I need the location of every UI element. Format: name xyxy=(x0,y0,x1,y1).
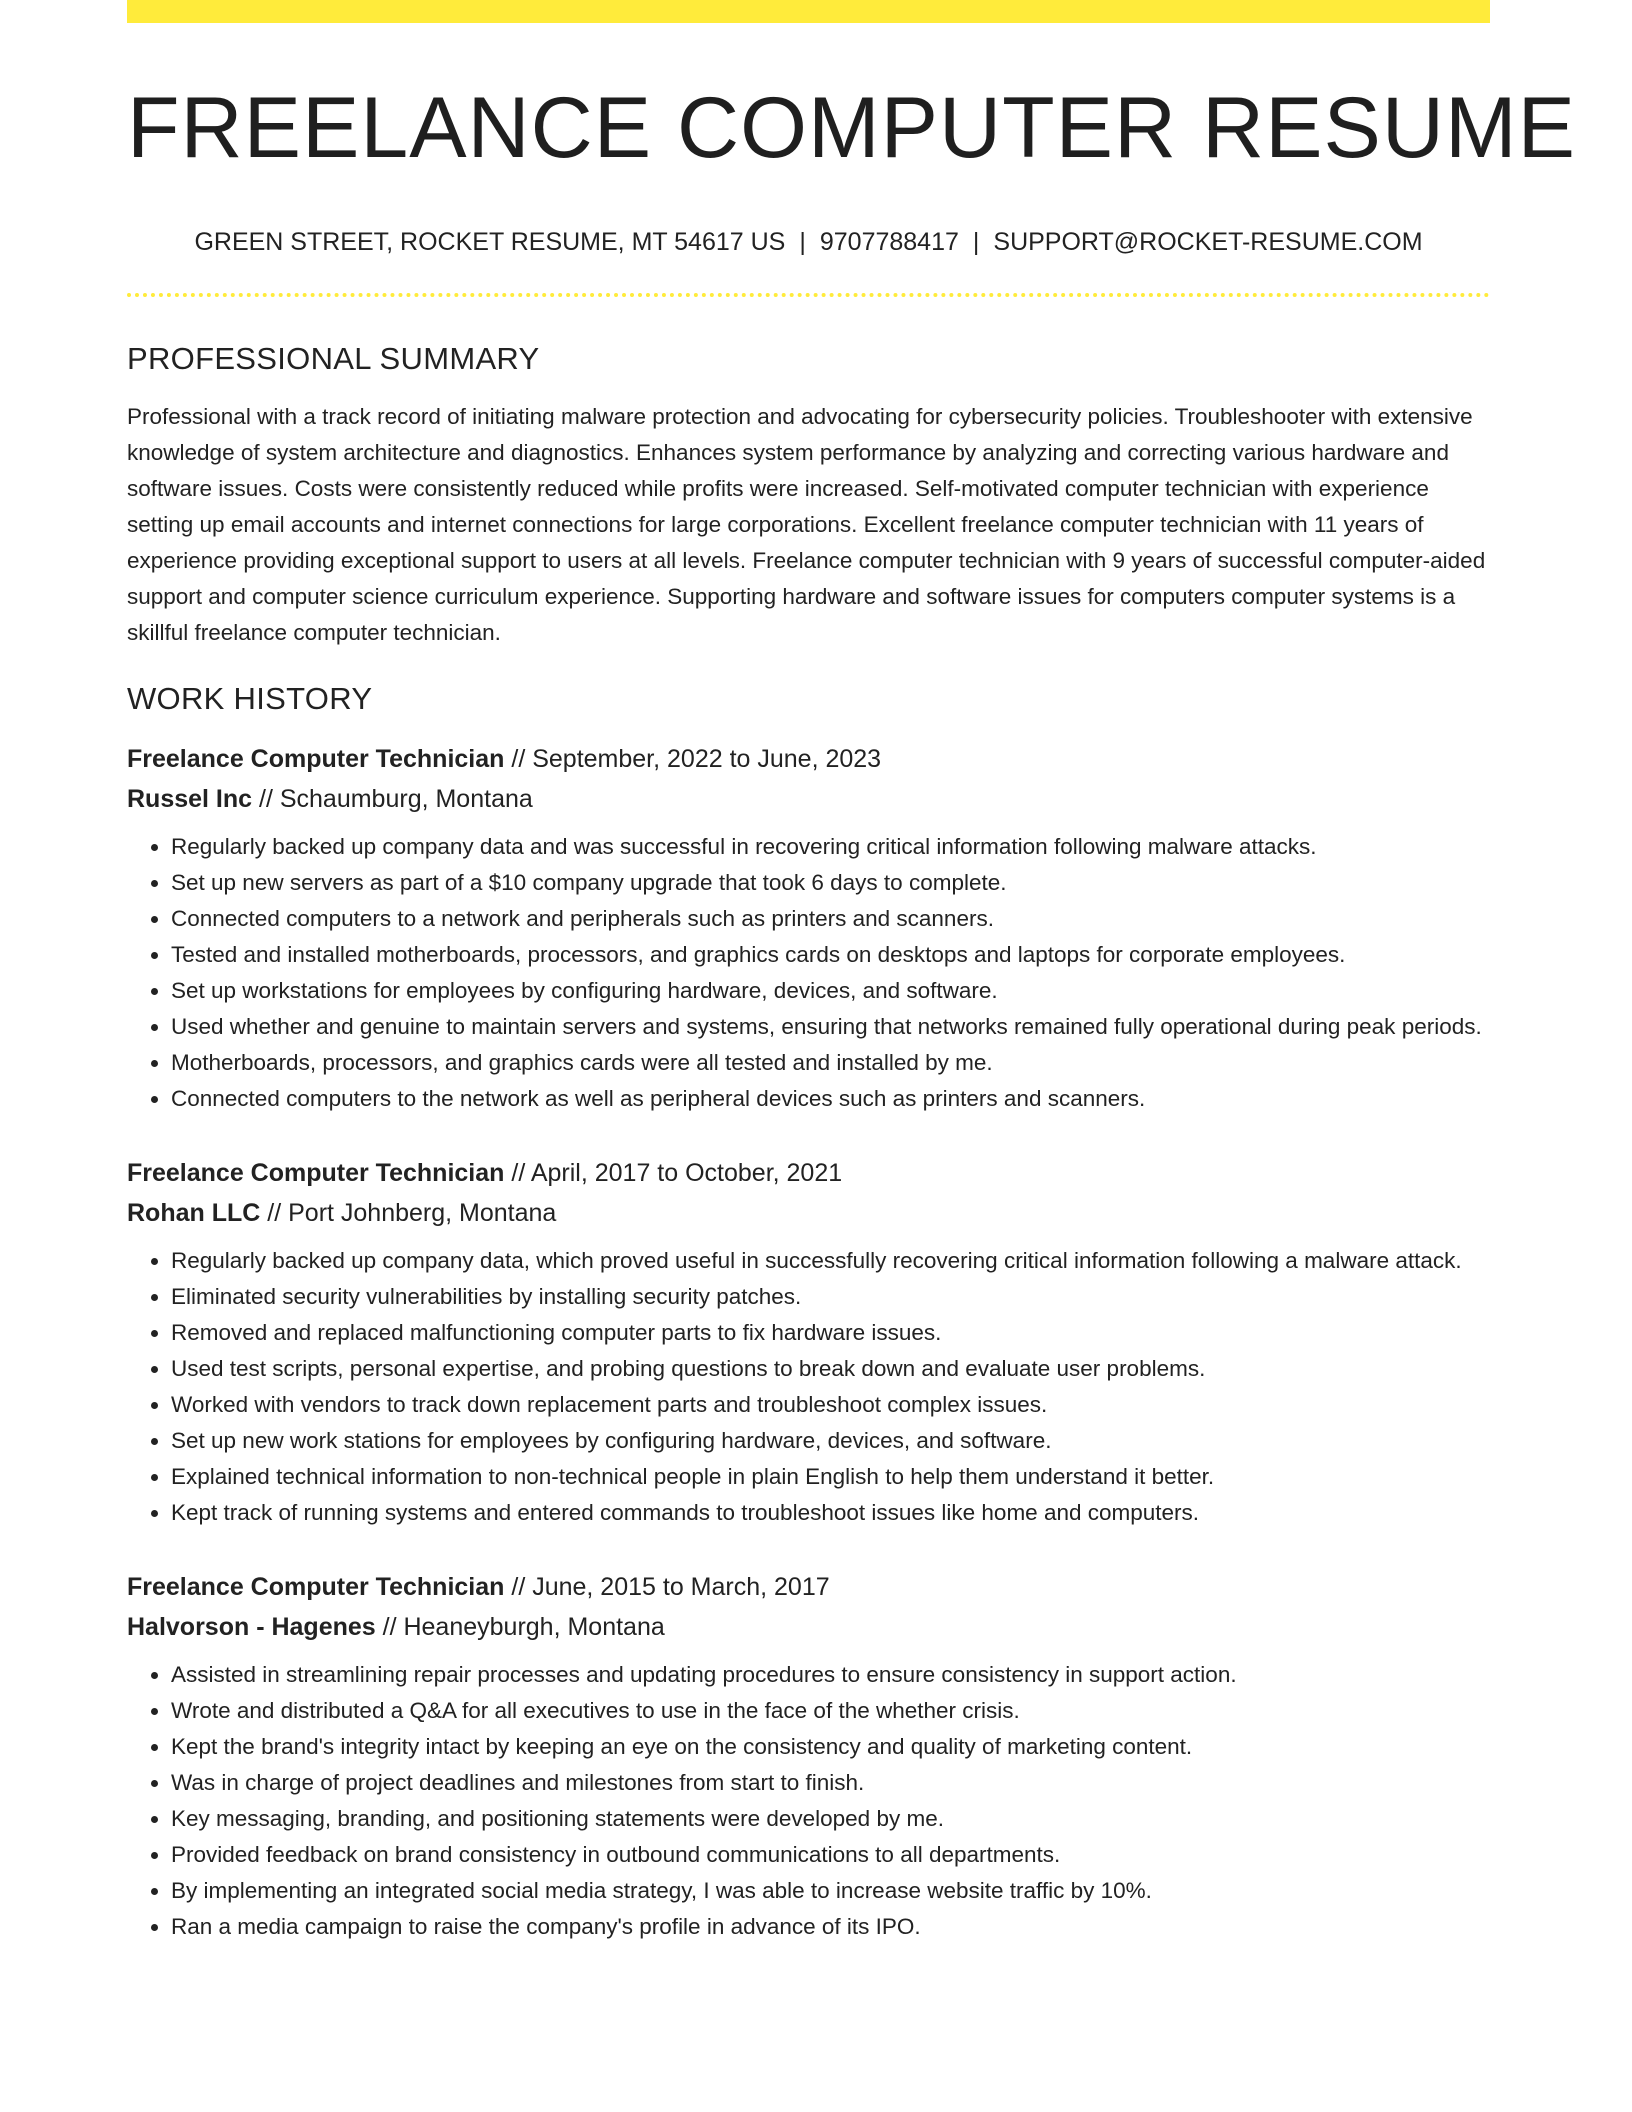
job-bullet: • Used whether and genuine to maintain servers and systems, ensuring that networks remained fully operational during peak periods. xyxy=(171,1009,1490,1045)
job-bullet: • Explained technical information to non-technical people in plain English to help them understand it better. xyxy=(171,1459,1490,1495)
job-location: // Heaneyburgh, Montana xyxy=(375,1612,665,1641)
job-bullet: • By implementing an integrated social media strategy, I was able to increase website traffic by 10%. xyxy=(171,1873,1490,1909)
dotted-divider xyxy=(127,293,1490,297)
job-bullet: • Set up new work stations for employees by configuring hardware, devices, and software. xyxy=(171,1423,1490,1459)
summary-text: Professional with a track record of initiating malware protection and advocating for cybersecurity policies. Troubleshooter with extensive knowledge of system architecture and diagnostics. Enhances system performance by analyzing and correcting various hardware and software issues. Costs were consistently reduced while profits were increased. Self-motivated computer technician with experience setting up email accounts and internet connections for large corporations. Excellent freelance computer technician with 11 years of experience providing exceptional support to users at all levels. Freelance computer technician with 9 years of successful computer-aided support and computer science curriculum experience. Supporting hardware and software issues for computers computer systems is a skillful freelance computer technician. xyxy=(127,403,1486,645)
job-bullet: • Connected computers to a network and peripherals such as printers and scanners. xyxy=(171,901,1490,937)
job-role: Freelance Computer Technician xyxy=(127,1572,505,1601)
job-company: Rohan LLC xyxy=(127,1198,261,1227)
resume-page xyxy=(127,0,1576,1945)
contact-separator: | xyxy=(799,227,806,256)
job-dates: // September, 2022 to June, 2023 xyxy=(504,744,882,773)
contact-line xyxy=(127,228,1490,257)
job-bullet: • Regularly backed up company data, which proved useful in successfully recovering critical information following a malware attack. xyxy=(171,1243,1490,1279)
top-accent-bar xyxy=(127,0,1490,23)
job-role-line xyxy=(127,1567,1490,1607)
job-entry xyxy=(127,1567,1490,1945)
summary-heading: PROFESSIONAL SUMMARY xyxy=(127,340,540,376)
job-bullet: • Kept the brand's integrity intact by keeping an eye on the consistency and quality of marketing content. xyxy=(171,1729,1490,1765)
job-company-line xyxy=(127,1193,1490,1233)
job-dates: // June, 2015 to March, 2017 xyxy=(504,1572,830,1601)
job-bullet: • Set up new servers as part of a $10 company upgrade that took 6 days to complete. xyxy=(171,865,1490,901)
job-bullet: • Kept track of running systems and entered commands to troubleshoot issues like home and computers. xyxy=(171,1495,1490,1531)
job-location: // Port Johnberg, Montana xyxy=(260,1198,557,1227)
job-role-line xyxy=(127,1153,1490,1193)
job-company-line xyxy=(127,1607,1490,1647)
job-bullet: • Was in charge of project deadlines and milestones from start to finish. xyxy=(171,1765,1490,1801)
job-bullet: • Eliminated security vulnerabilities by installing security patches. xyxy=(171,1279,1490,1315)
job-entry xyxy=(127,1153,1490,1531)
job-company: Halvorson - Hagenes xyxy=(127,1612,376,1641)
job-bullet: • Removed and replaced malfunctioning computer parts to fix hardware issues. xyxy=(171,1315,1490,1351)
job-bullet: • Used test scripts, personal expertise, and probing questions to break down and evaluate user problems. xyxy=(171,1351,1490,1387)
job-company: Russel Inc xyxy=(127,784,253,813)
contact-phone: 9707788417 xyxy=(819,227,959,256)
job-role-line xyxy=(127,739,1490,779)
job-role: Freelance Computer Technician xyxy=(127,744,505,773)
contact-separator: | xyxy=(972,227,980,256)
job-bullet: • Assisted in streamlining repair processes and updating procedures to ensure consistency in support action. xyxy=(171,1657,1490,1693)
job-bullets xyxy=(127,829,1490,1117)
job-bullets xyxy=(127,1657,1490,1945)
job-bullet: • Connected computers to the network as well as peripheral devices such as printers and scanners. xyxy=(171,1081,1490,1117)
job-bullet: • Key messaging, branding, and positioning statements were developed by me. xyxy=(171,1801,1490,1837)
job-dates: // April, 2017 to October, 2021 xyxy=(504,1158,843,1187)
job-bullet: • Wrote and distributed a Q&A for all executives to use in the face of the whether crisis. xyxy=(171,1693,1490,1729)
resume-title: FREELANCE COMPUTER RESUME xyxy=(127,80,1576,176)
job-bullets xyxy=(127,1243,1490,1531)
job-bullet: • Regularly backed up company data and was successful in recovering critical information following malware attacks. xyxy=(171,829,1490,865)
job-role: Freelance Computer Technician xyxy=(127,1158,505,1187)
work-history-heading: WORK HISTORY xyxy=(127,680,373,716)
job-bullet: • Worked with vendors to track down replacement parts and troubleshoot complex issues. xyxy=(171,1387,1490,1423)
job-bullet: • Ran a media campaign to raise the company's profile in advance of its IPO. xyxy=(171,1909,1490,1945)
job-entry xyxy=(127,739,1490,1117)
job-location: // Schaumburg, Montana xyxy=(252,784,533,813)
contact-email: SUPPORT@ROCKET-RESUME.COM xyxy=(993,227,1423,256)
job-bullet: • Set up workstations for employees by configuring hardware, devices, and software. xyxy=(171,973,1490,1009)
contact-address: GREEN STREET, ROCKET RESUME, MT 54617 US xyxy=(194,227,786,256)
job-bullet: • Tested and installed motherboards, processors, and graphics cards on desktops and laptops for corporate employees. xyxy=(171,937,1490,973)
job-bullet: • Provided feedback on brand consistency in outbound communications to all departments. xyxy=(171,1837,1490,1873)
job-bullet: • Motherboards, processors, and graphics cards were all tested and installed by me. xyxy=(171,1045,1490,1081)
job-company-line xyxy=(127,779,1490,819)
